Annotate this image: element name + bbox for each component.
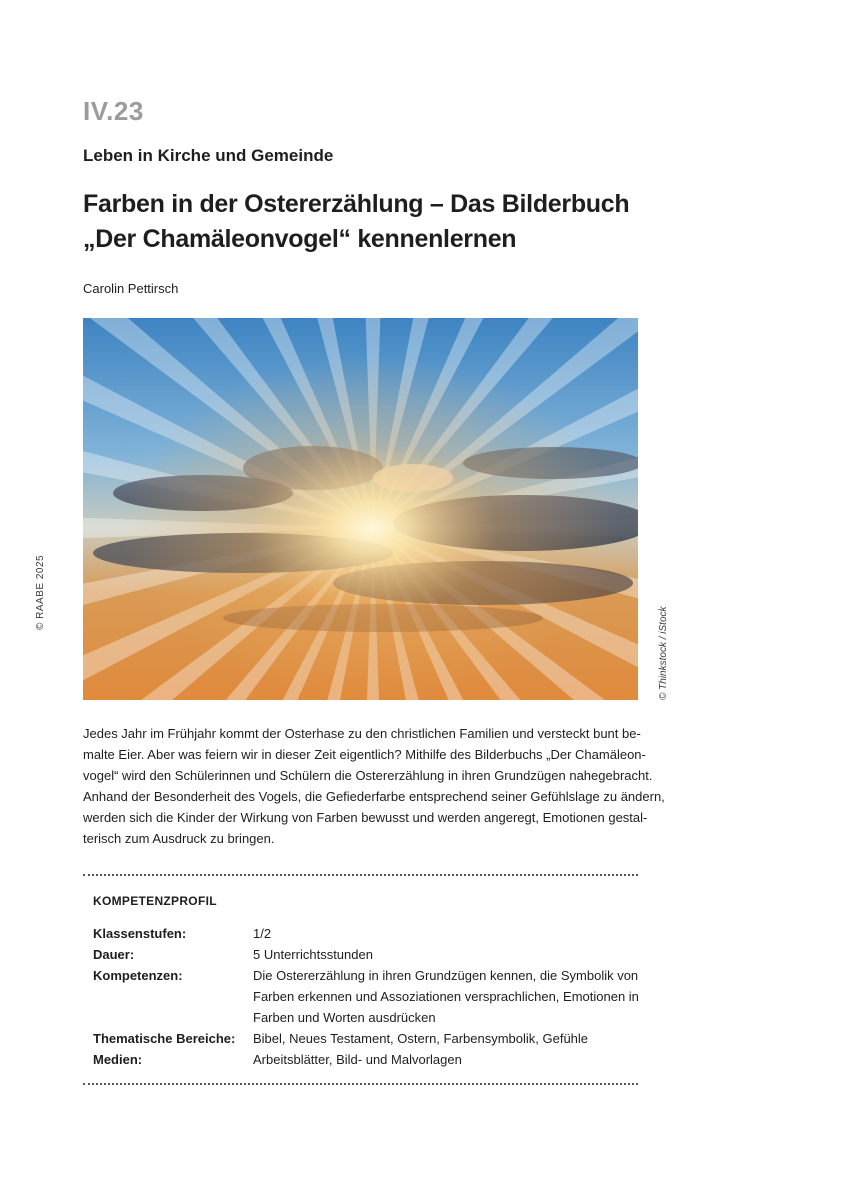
author-name: Carolin Pettirsch — [83, 281, 179, 296]
intro-line: malte Eier. Aber was feiern wir in dieser Zeit eigentlich? Mithilfe des Bilderbuchs „Der Chamäleon- — [83, 747, 646, 762]
profile-label: Kompetenzen: — [93, 968, 183, 983]
profile-row-grade — [93, 923, 638, 944]
profile-value-line: Bibel, Neues Testament, Ostern, Farbensymbolik, Gefühle — [253, 1031, 589, 1046]
profile-heading: KOMPETENZPROFIL — [93, 894, 217, 908]
profile-label: Dauer: — [93, 947, 135, 962]
profile-value — [253, 1049, 638, 1070]
profile-row-media — [93, 1049, 638, 1070]
competence-profile — [93, 923, 638, 1070]
profile-label: Thematische Bereiche: — [93, 1031, 236, 1046]
intro-line: Anhand der Besonderheit des Vogels, die Gefiederfarbe entsprechend seiner Gefühlslage zu ändern, — [83, 789, 665, 804]
profile-row-topics — [93, 1028, 638, 1049]
copyright-notice: © RAABE 2025 — [35, 554, 46, 630]
profile-label: Medien: — [93, 1052, 143, 1067]
profile-row-duration — [93, 944, 638, 965]
profile-value-line: 5 Unterrichtsstunden — [253, 947, 373, 962]
title-line-1: Farben in der Ostererzählung – Das Bilderbuch — [83, 190, 630, 218]
photo-credit: © Thinkstock / iStock — [658, 606, 669, 700]
profile-value-line: Die Ostererzählung in ihren Grundzügen kennen, die Symbolik von — [253, 968, 639, 983]
profile-label: Klassenstufen: — [93, 926, 187, 941]
profile-value — [253, 923, 638, 944]
profile-value — [253, 1028, 638, 1049]
profile-value — [253, 944, 638, 965]
profile-value-line: 1/2 — [253, 926, 272, 941]
profile-value — [253, 965, 639, 1028]
chapter-number: IV.23 — [83, 96, 144, 126]
page-title — [83, 187, 663, 257]
profile-divider-top — [83, 874, 638, 876]
profile-divider-bottom — [83, 1083, 638, 1085]
sunburst-photo — [83, 318, 638, 700]
intro-line: vogel“ wird den Schülerinnen und Schülern die Ostererzählung in ihren Grundzügen nahegebracht. — [83, 768, 653, 783]
intro-line: werden sich die Kinder der Wirkung von Farben bewusst und werden angeregt, Emotionen gestal- — [83, 810, 648, 825]
profile-value-line: Farben und Worten ausdrücken — [253, 1010, 436, 1025]
profile-value-line: Farben erkennen und Assoziationen versprachlichen, Emotionen in — [253, 989, 639, 1004]
title-line-2: „Der Chamäleonvogel“ kennenlernen — [83, 225, 517, 253]
intro-paragraph — [83, 723, 665, 849]
intro-line: terisch zum Ausdruck zu bringen. — [83, 831, 275, 846]
category-heading: Leben in Kirche und Gemeinde — [83, 146, 334, 165]
profile-row-competences — [93, 965, 638, 1028]
intro-line: Jedes Jahr im Frühjahr kommt der Osterhase zu den christlichen Familien und versteckt bunt be- — [83, 726, 641, 741]
profile-value-line: Arbeitsblätter, Bild- und Malvorlagen — [253, 1052, 462, 1067]
